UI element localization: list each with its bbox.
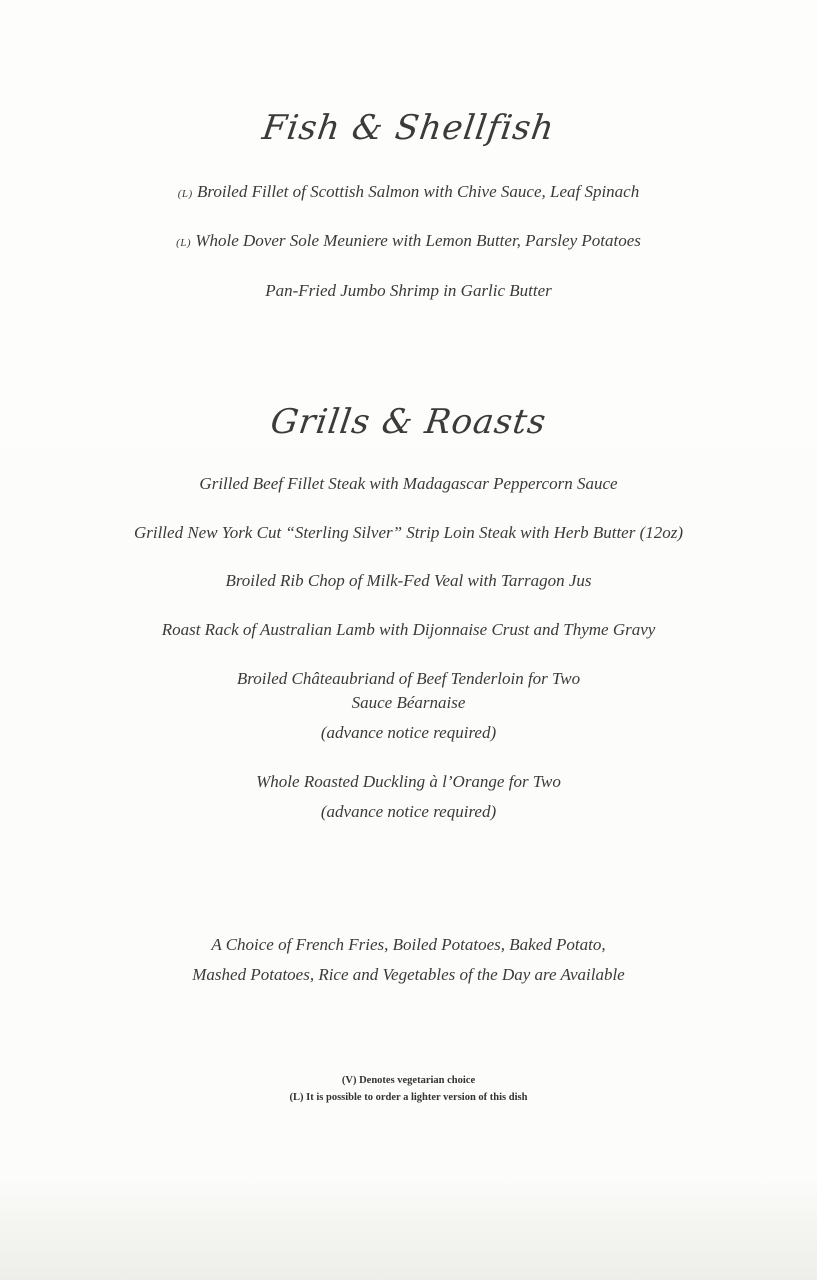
menu-item-chateaubriand: Broiled Châteaubriand of Beef Tenderloin for Two xyxy=(236,669,581,688)
menu-item-veal-chop: Broiled Rib Chop of Milk-Fed Veal with Tarragon Jus xyxy=(225,571,592,590)
menu-item-duckling: Whole Roasted Duckling à l’Orange for Two xyxy=(256,772,561,791)
menu-item-text: Whole Dover Sole Meuniere with Lemon Butter, Parsley Potatoes xyxy=(195,231,641,250)
footnote-vegetarian: (V) Denotes vegetarian choice xyxy=(341,1075,476,1086)
menu-item-text: Broiled Fillet of Scottish Salmon with Chive Sauce, Leaf Spinach xyxy=(196,182,640,201)
footnote-lighter: (L) It is possible to order a lighter version of this dish xyxy=(289,1092,528,1103)
menu-item-shrimp: Pan-Fried Jumbo Shrimp in Garlic Butter xyxy=(265,281,552,300)
sides-line-1: A Choice of French Fries, Boiled Potatoes, Baked Potato, xyxy=(211,935,606,954)
lighter-marker: (L) xyxy=(176,237,192,249)
menu-item-salmon xyxy=(0,182,817,202)
advance-notice-note: (advance notice required) xyxy=(320,802,497,821)
menu-item-strip-loin: Grilled New York Cut “Sterling Silver” Strip Loin Steak with Herb Butter (12oz) xyxy=(133,523,684,542)
grills-roasts-heading: Grills & Roasts xyxy=(268,402,549,442)
menu-item-dover-sole xyxy=(0,231,817,251)
menu-item-chateaubriand-sauce: Sauce Béarnaise xyxy=(351,693,466,712)
advance-notice-note: (advance notice required) xyxy=(320,723,497,742)
sides-line-2: Mashed Potatoes, Rice and Vegetables of the Day are Available xyxy=(192,965,625,984)
menu-item-lamb-rack: Roast Rack of Australian Lamb with Dijonnaise Crust and Thyme Gravy xyxy=(161,620,656,639)
menu-item-beef-fillet: Grilled Beef Fillet Steak with Madagascar Peppercorn Sauce xyxy=(199,474,618,493)
lighter-marker: (L) xyxy=(177,188,193,200)
fish-shellfish-heading: Fish & Shellfish xyxy=(259,108,558,148)
